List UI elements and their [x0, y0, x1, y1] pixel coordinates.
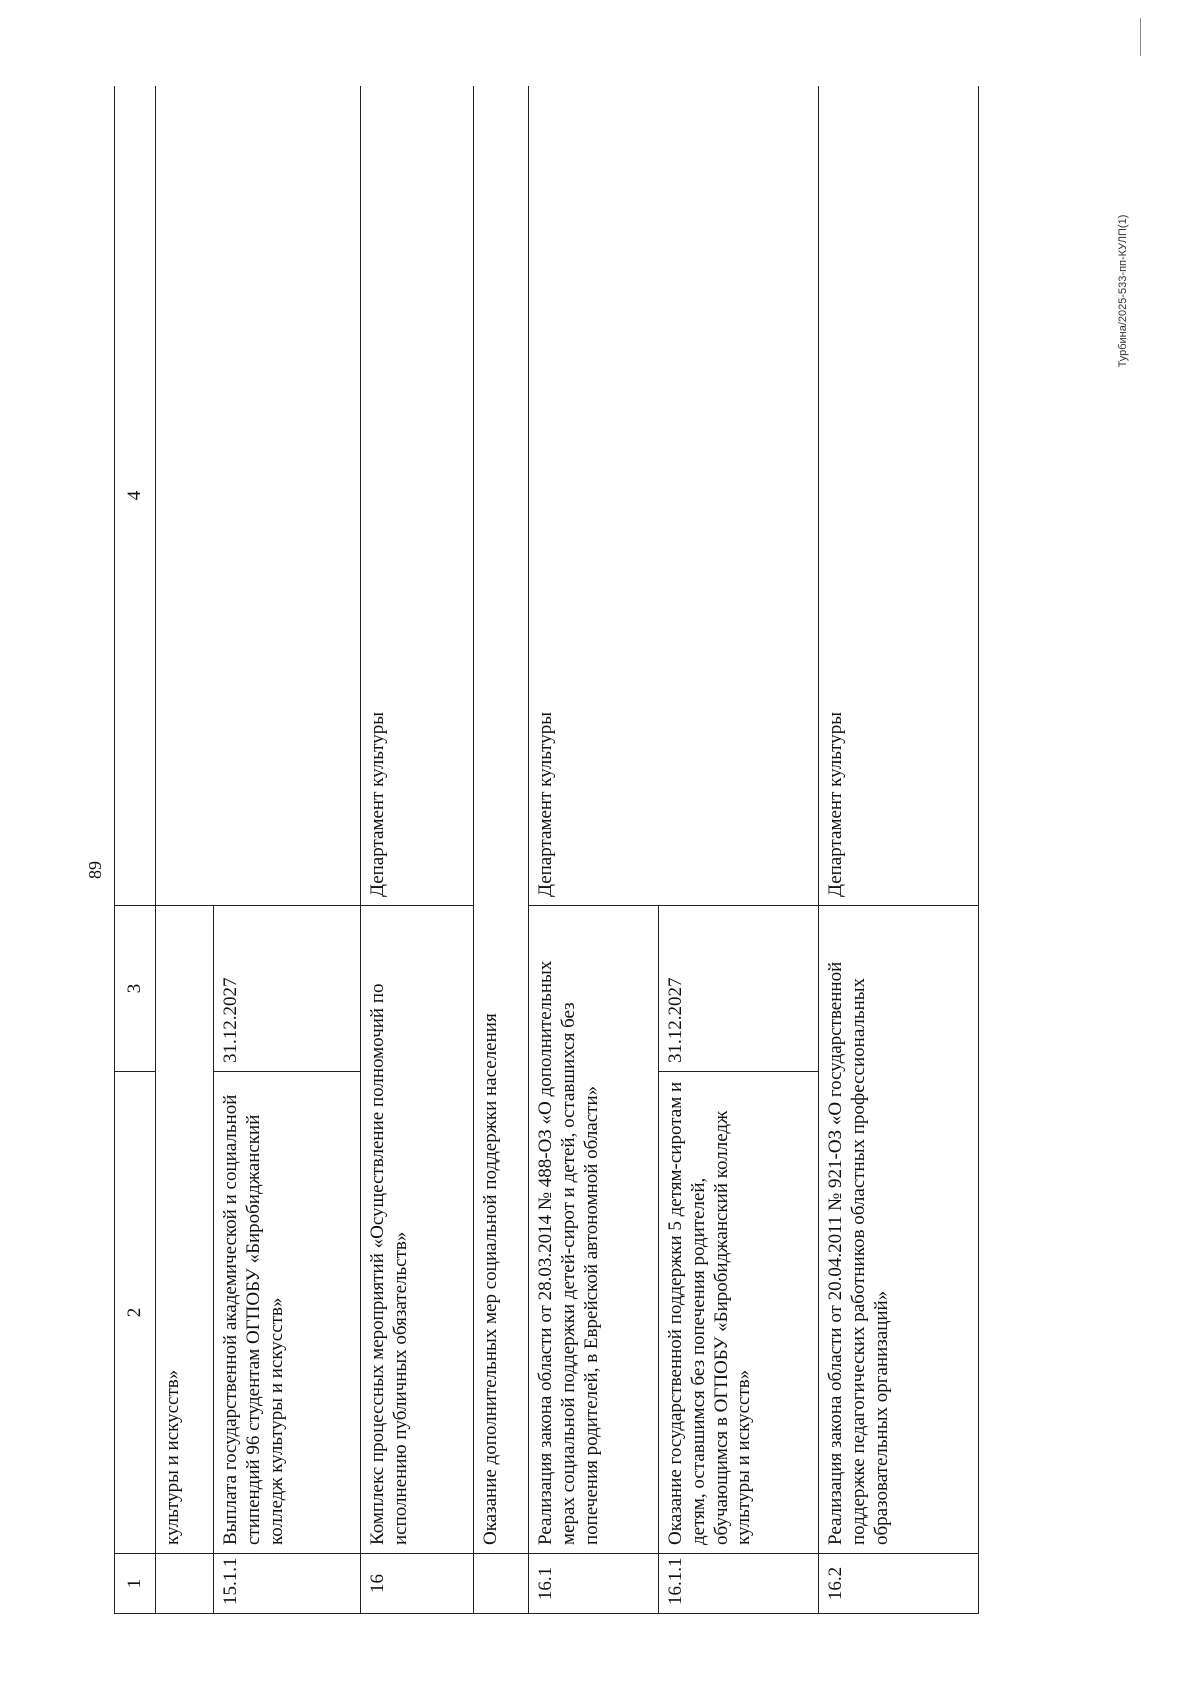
- page-number: 89: [85, 861, 105, 879]
- measures-table: [114, 86, 979, 1614]
- row-number-cell: 16.2: [819, 1554, 979, 1614]
- rotated-table: [114, 86, 1036, 1614]
- header-cell-2: 2: [115, 1072, 156, 1554]
- measure-cell: Выплата государственной академической и социальной стипендий 96 студентам ОГПОБУ «Биробиджанский колледж культуры и искусств»: [214, 1072, 361, 1554]
- row-number-cell: 16.1.1: [659, 1554, 819, 1614]
- responsible-cell: Департамент культуры: [361, 86, 474, 906]
- table-row: [819, 86, 979, 1614]
- responsible-cell: [156, 86, 361, 906]
- row-number-cell: [156, 1554, 214, 1614]
- measure-cell: культуры и искусств»: [156, 906, 214, 1554]
- row-number-cell: [474, 1554, 529, 1614]
- date-cell: 31.12.2027: [214, 906, 361, 1072]
- document-id-stamp: Турбина/2025-533-пп-КУЛП(1): [1117, 214, 1129, 368]
- measure-cell: Реализация закона области от 20.04.2011 № 921-ОЗ «О государственной поддержке педагогических работников областных профессиональных образовательных организаций»: [819, 906, 979, 1554]
- date-cell: 31.12.2027: [659, 906, 819, 1072]
- row-number-cell: 16.1: [529, 1554, 659, 1614]
- table-row: [474, 86, 529, 1614]
- measure-cell: Реализация закона области от 28.03.2014 № 488-ОЗ «О дополнительных мерах социальной поддержки детей-сирот и детей, оставшихся без попечения родителей, в Еврейской автономной области»: [529, 906, 659, 1554]
- row-number-cell: 15.1.1: [214, 1554, 361, 1614]
- margin-line: [1140, 18, 1141, 56]
- header-cell-1: 1: [115, 1554, 156, 1614]
- table-container: [114, 86, 1036, 1614]
- header-cell-4: 4: [115, 86, 156, 906]
- table-row: [529, 86, 659, 1614]
- responsible-cell: Департамент культуры: [529, 86, 819, 906]
- measure-cell: Комплекс процессных мероприятий «Осуществление полномочий по исполнению публичных обязательств»: [361, 906, 474, 1554]
- section-heading-cell: Оказание дополнительных мер социальной поддержки населения: [474, 86, 529, 1554]
- table-row: [361, 86, 474, 1614]
- table-row: [156, 86, 214, 1614]
- responsible-cell: Департамент культуры: [819, 86, 979, 906]
- measure-cell: Оказание государственной поддержки 5 детям-сиротам и детям, оставшимся без попечения родителей, обучающимся в ОГПОБУ «Биробиджанский колледж культуры и искусств»: [659, 1072, 819, 1554]
- header-row: [115, 86, 156, 1614]
- header-cell-3: 3: [115, 906, 156, 1072]
- row-number-cell: 16: [361, 1554, 474, 1614]
